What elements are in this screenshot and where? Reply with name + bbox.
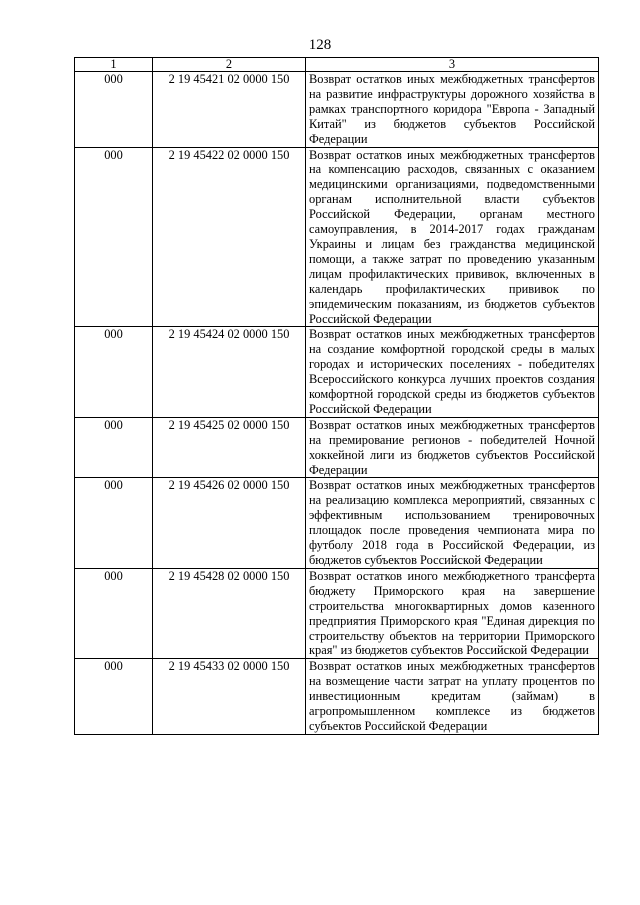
- table-row: [75, 568, 599, 658]
- budget-code-cell: 2 19 45426 02 0000 150: [153, 478, 306, 568]
- revenue-name-cell: Возврат остатков иных межбюджетных трансфертов на возмещение части затрат на уплату процентов по инвестиционным кредитам (займам) в агропромышленном комплексе из бюджетов субъектов Российской Федерации: [306, 659, 599, 735]
- revenue-name-cell: Возврат остатков иного межбюджетного трансферта бюджету Приморского края на завершение строительства многоквартирных домов казенного предприятия Приморского края "Единая дирекция по строительству объектов на территории Приморского края" из бюджетов субъектов Российской Федерации: [306, 568, 599, 658]
- admin-code-cell: 000: [75, 568, 153, 658]
- revenue-name-cell: Возврат остатков иных межбюджетных трансфертов на компенсацию расходов, связанных с оказанием медицинскими организациями, подведомственными органам исполнительной власти субъектов Российской Федерации, органам местного самоуправления, в 2014-2017 годах гражданам Украины и лицам без гражданства медицинской помощи, а также затрат по проведению указанным лицам профилактических прививок, включенных в календарь профилактических прививок по эпидемическим показаниям, из бюджетов субъектов Российской Федерации: [306, 147, 599, 327]
- table-row: [75, 659, 599, 735]
- revenue-name-cell: Возврат остатков иных межбюджетных трансфертов на премирование регионов - победителей Ночной хоккейной лиги из бюджетов субъектов Российской Федерации: [306, 417, 599, 478]
- table-row: [75, 478, 599, 568]
- table-header-row: [75, 58, 599, 72]
- page-number: 128: [308, 37, 332, 53]
- admin-code-cell: 000: [75, 147, 153, 327]
- budget-code-cell: 2 19 45425 02 0000 150: [153, 417, 306, 478]
- revenue-name-cell: Возврат остатков иных межбюджетных трансфертов на создание комфортной городской среды в малых городах и исторических поселениях - победителях Всероссийского конкурса лучших проектов создания комфортной городской среды из бюджетов субъектов Российской Федерации: [306, 327, 599, 417]
- admin-code-cell: 000: [75, 659, 153, 735]
- admin-code-cell: 000: [75, 72, 153, 148]
- table-row: [75, 327, 599, 417]
- budget-code-cell: 2 19 45422 02 0000 150: [153, 147, 306, 327]
- budget-code-cell: 2 19 45428 02 0000 150: [153, 568, 306, 658]
- admin-code-cell: 000: [75, 417, 153, 478]
- column-header-1: 1: [75, 58, 153, 72]
- column-header-3: 3: [306, 58, 599, 72]
- admin-code-cell: 000: [75, 478, 153, 568]
- table-row: [75, 147, 599, 327]
- budget-code-cell: 2 19 45421 02 0000 150: [153, 72, 306, 148]
- admin-code-cell: 000: [75, 327, 153, 417]
- budget-code-cell: 2 19 45433 02 0000 150: [153, 659, 306, 735]
- table-row: [75, 417, 599, 478]
- revenue-name-cell: Возврат остатков иных межбюджетных трансфертов на развитие инфраструктуры дорожного хозяйства в рамках транспортного коридора "Европа - Западный Китай" из бюджетов субъектов Российской Федерации: [306, 72, 599, 148]
- column-header-2: 2: [153, 58, 306, 72]
- revenue-name-cell: Возврат остатков иных межбюджетных трансфертов на реализацию комплекса мероприятий, связанных с эффективным использованием тренировочных площадок после проведения чемпионата мира по футболу 2018 года в Российской Федерации, из бюджетов субъектов Российской Федерации: [306, 478, 599, 568]
- budget-classification-table: [74, 57, 599, 735]
- table-row: [75, 72, 599, 148]
- budget-code-cell: 2 19 45424 02 0000 150: [153, 327, 306, 417]
